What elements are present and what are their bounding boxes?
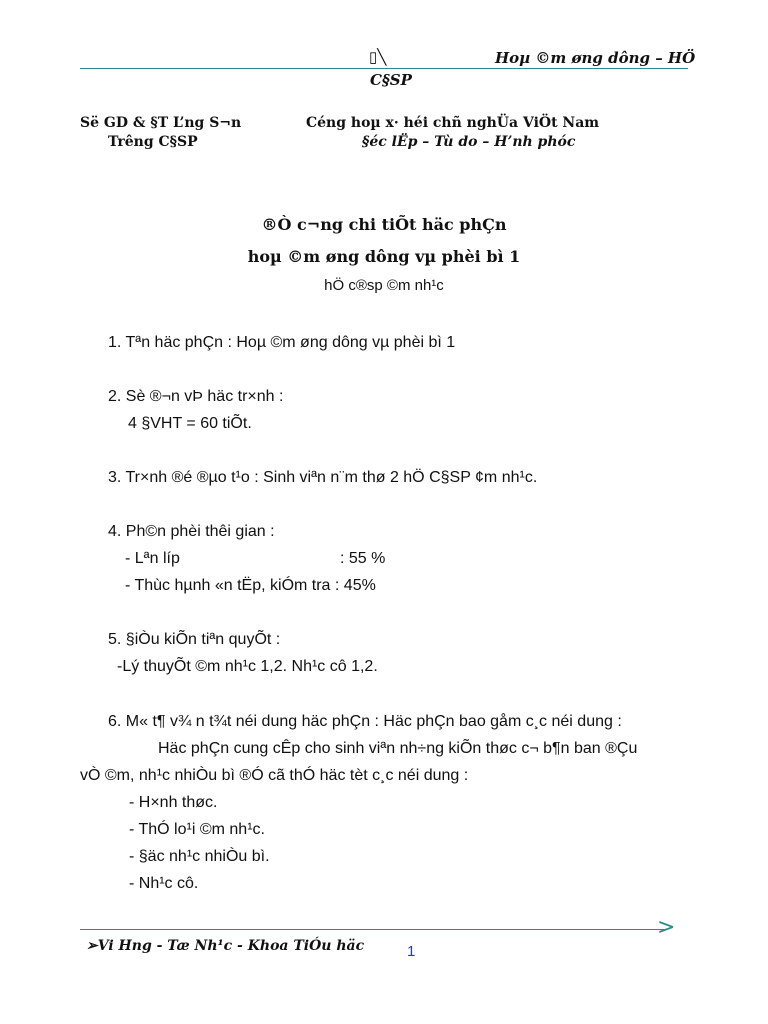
header-glyph: ▯╲ <box>369 49 387 66</box>
item-2-heading: 2. Sè ®¬n vÞ häc tr×nh : <box>108 388 284 405</box>
item-4-lecture-value: : 55 % <box>340 550 386 567</box>
page-number: 1 <box>407 943 416 960</box>
item-4-heading: 4. Ph©n phèi thêi gian : <box>108 523 275 540</box>
item-4-lecture-label: - Lªn líp <box>125 550 180 567</box>
header-title: Hoµ ©m øng dông – HÖ <box>495 49 696 67</box>
letterhead-right-line2: §éc lËp – Tù do – H’nh phóc <box>362 134 576 150</box>
header-rule <box>80 68 688 69</box>
letterhead-left-line2: Trêng C§SP <box>108 134 198 150</box>
item-6-paragraph-line2: vÒ ©m, nh¹c nhiÒu bì ®Ó cã thÓ häc tèt c¸c néi dung : <box>80 767 469 784</box>
list-item: - ThÓ lo¹i ©m nh¹c. <box>129 821 265 838</box>
footer-rule <box>80 929 665 930</box>
item-1: 1. Tªn häc phÇn : Hoµ ©m øng dông vµ phèi bì 1 <box>108 334 456 351</box>
item-4-practice: - Thùc hµnh «n tËp, kiÓm tra : 45% <box>125 577 376 594</box>
document-title-line1: ®Ò c¬ng chi tiÕt häc phÇn <box>261 215 507 234</box>
list-item: - Nh¹c cô. <box>129 875 199 892</box>
item-6-paragraph-line1: Häc phÇn cung cÊp cho sinh viªn nh÷ng kiÕn thøc c¬ b¶n ban ®Çu <box>158 740 638 757</box>
list-item: - §äc nh¹c nhiÒu bì. <box>129 848 270 865</box>
item-6-heading: 6. M« t¶ v¾ n t¾t néi dung häc phÇn : Häc phÇn bao gåm c¸c néi dung : <box>108 713 622 730</box>
document-title-line2: hoµ ©m øng dông vµ phèi bì 1 <box>247 247 521 266</box>
list-item: - H×nh thøc. <box>129 794 218 811</box>
item-5-detail: -Lý thuyÕt ©m nh¹c 1,2. Nh¹c cô 1,2. <box>117 658 378 675</box>
footer-arrow: > <box>657 915 676 940</box>
header-title-line2: C§SP <box>370 71 412 89</box>
letterhead-right-line1: Céng hoµ x· héi chñ nghÜa ViÖt Nam <box>306 115 600 131</box>
item-5-heading: 5. §iÒu kiÕn tiªn quyÕt : <box>108 631 281 648</box>
footer-author: ➢Vi Hng - Tæ Nh¹c - Khoa TiÓu häc <box>86 938 365 954</box>
item-2-detail: 4 §VHT = 60 tiÕt. <box>128 415 252 432</box>
item-3: 3. Tr×nh ®é ®µo t¹o : Sinh viªn n¨m thø 2 hÖ C§SP ¢m nh¹c. <box>108 469 538 486</box>
document-subtitle: hÖ c®sp ©m nh¹c <box>324 277 444 294</box>
letterhead-left-line1: Së GD & §T L’ng S¬n <box>80 115 242 131</box>
